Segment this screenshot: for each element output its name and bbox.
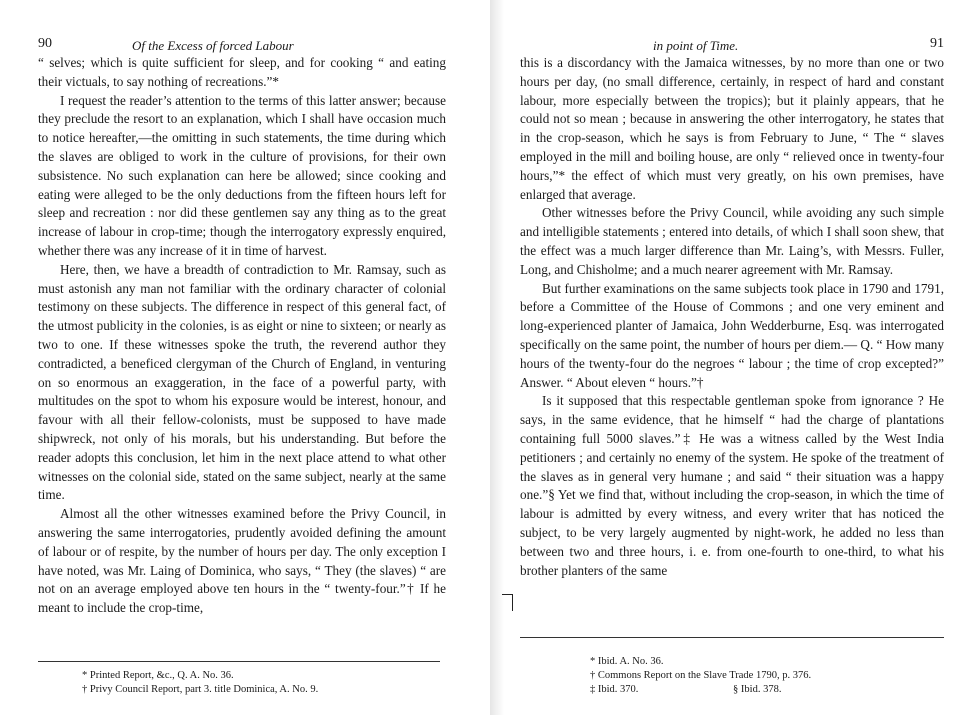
right-running-title: in point of Time. [653, 38, 739, 53]
right-footnotes [590, 655, 920, 697]
right-page-number: 91 [930, 36, 944, 51]
left-paragraph-3: Here, then, we have a breadth of contradiction to Mr. Ramsay, such as must astonish any man not familiar with the ordinary character of colonial testimony on these subjects. The difference in respect of this general fact, of the utmost publicity in the colonies, is as eight or nine to sixteen; or nearly as two to one. If these witnesses spoke the truth, the reverend author they contradicted, a beneficed clergyman of the Church of England, in venturing on so enormous an exaggeration, in the face of a powerful party, with multitudes on the spot to whom his exposure would be interest, honour, and favour with all their fellow-colonists, must be supposed to have made shipwreck, not only of his morals, but his understanding. But before the reader adopts this conclusion, let him in the next place attend to what other witnesses on the colonial side, stated on the same subject, nearly at the same time. [38, 261, 447, 503]
right-page [490, 0, 980, 715]
left-paragraph-1: “ selves; which is quite sufficient for sleep, and for cooking “ and eating their victuals, to say nothing of recreations.”* [38, 55, 446, 89]
left-paragraph-2: I request the reader’s attention to the terms of this latter answer; because they preclude the resort to an explanation, which I shall have occasion much to notice hereafter,—the omitting in such statements, the time during which the slaves are obliged to work in the culture of provisions, for their own subsistence. No such explanation can here be allowed; since cooking and eating were alleged to be the only deductions from the fifteen hours left for sleep and recreation : nor did these gentlemen say any thing as to the great increase of labour in crop-time; though the interrogatory expressly enquired, whether there was any increase of it in time of harvest. [38, 92, 446, 258]
right-body-text [520, 54, 944, 580]
left-paragraph-4: Almost all the other witnesses examined before the Privy Council, in answering the same interrogatories, prudently avoided defining the amount of labour or of respite, by the number of hours per day. The only exception I have noted, was Mr. Laing of Dominica, who says, “ They (the slaves) “ are not on an average employed above ten hours in the “ twenty-four.”† If he meant to include the crop-time, [38, 506, 446, 616]
right-paragraph-1: this is a discordancy with the Jamaica witnesses, by no more than one or two hours per day, (no small difference, certainly, in respect of hard and constant labour, more especially between the tropics); but it plainly appears, that he could not so mean ; because in answering the other interrogatory, he states that in the crop-season, which he says is from February to June, “ The “ slaves employed in the mill and boiling house, are only “ relieved once in twenty-four hours,”* the effect of which must very greatly, on his own premises, have enlarged that average. [520, 55, 944, 202]
right-footnote-row-3 [590, 683, 920, 697]
left-page-number: 90 [38, 36, 52, 51]
right-paragraph-2: Other witnesses before the Privy Council, while avoiding any such simple and intelligible statements ; entered into details, of which I shall soon shew, that the effect was a much larger difference than Mr. Laing’s, with Messrs. Fuller, Long, and Chisholme; and a much nearer agreement with Mr. Ramsay. [520, 205, 944, 277]
right-paragraph-3: But further examinations on the same subjects took place in 1790 and 1791, before a Committee of the House of Commons ; and one very eminent and long-experienced planter of Jamaica, John Wedderburne, Esq. was interrogated specifically on the same point, the number of hours per diem.— Q. “ How many hours of the twenty-four do the negroes “ labour ; the time of crop excepted?” Answer. “ About eleven “ hours.”† [520, 280, 944, 390]
right-footnote-1: * Ibid. A. No. 36. [590, 656, 664, 667]
right-paragraph-4: Is it supposed that this respectable gentleman spoke from ignorance ? He says, in the same evidence, that he himself “ had the charge of plantations containing full 5000 slaves.”‡ He was a witness called by the West India petitioners ; and certainly no enemy of the system. He spoke of the treatment of the slaves as in general very humane ; and said “ their situation was a happy one.”§ Yet we find that, without including the crop-season, in which the time of labour is admitted by every witness, and every writer that has noticed the subject, to be very largely augmented by night-work, he added no less than between two and three hours, i. e. from one-fourth to one-third, to what his brother planters of the same [520, 393, 944, 578]
left-running-title: Of the Excess of forced Labour [132, 38, 294, 53]
right-footnote-4: § Ibid. 378. [733, 684, 782, 695]
left-footnote-rule [38, 661, 440, 662]
margin-bracket-mark [502, 594, 513, 611]
left-footnote-2: † Privy Council Report, part 3. title Dominica, A. No. 9. [82, 684, 319, 695]
right-footnote-2: † Commons Report on the Slave Trade 1790, p. 376. [590, 670, 812, 681]
right-footnote-rule [520, 637, 944, 638]
left-running-head [38, 36, 446, 60]
right-footnote-3: ‡ Ibid. 370. [590, 684, 639, 695]
right-running-head [520, 36, 944, 60]
left-footnotes [82, 669, 318, 697]
left-footnote-1: * Printed Report, &c., Q. A. No. 36. [82, 670, 234, 681]
left-body-text [38, 54, 446, 618]
